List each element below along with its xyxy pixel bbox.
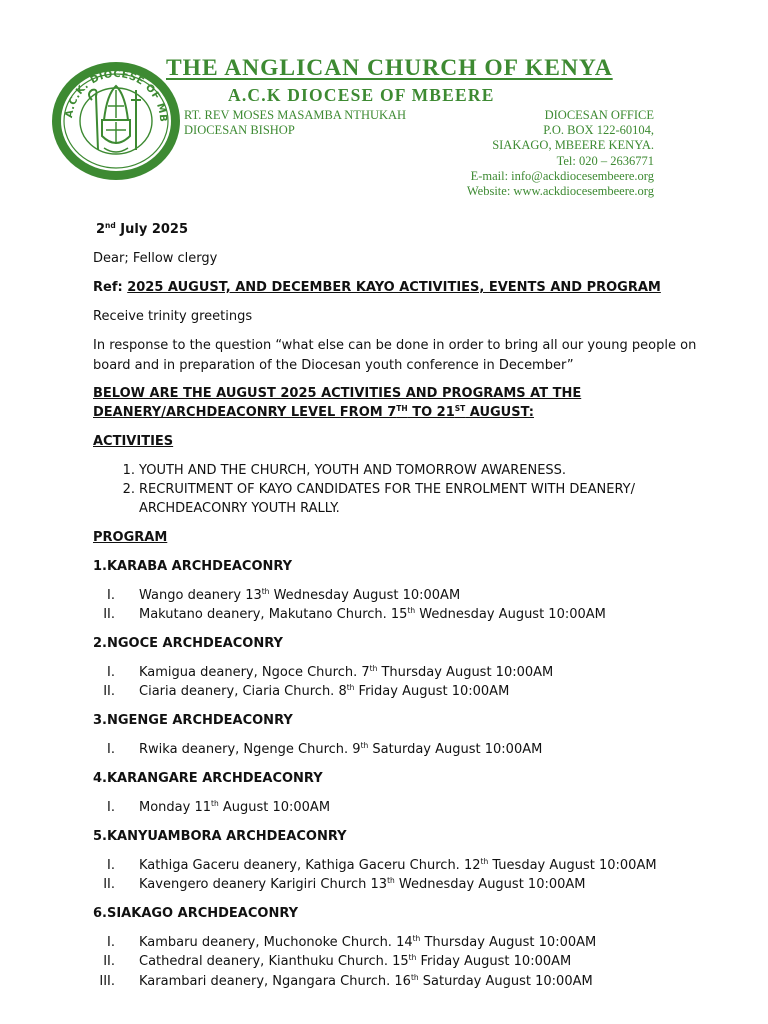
reference-line — [93, 280, 661, 295]
program-item — [93, 953, 572, 969]
heading-sup-1: TH — [396, 404, 408, 413]
item-time: Wednesday August 10:00AM — [415, 607, 606, 622]
archdeaconry-heading: 4.KARANGARE ARCHDEACONRY — [93, 771, 323, 786]
office-name: DIOCESAN OFFICE — [544, 108, 654, 122]
program-item — [93, 606, 606, 622]
item-numeral: II. — [103, 954, 115, 969]
activity-text-line-2: ARCHDEACONRY YOUTH RALLY. — [139, 501, 340, 516]
heading-part-c: AUGUST: — [465, 405, 534, 420]
program-item — [93, 876, 586, 892]
item-sup: th — [408, 953, 417, 962]
svg-text:A.C.K. DIOCESE OF MBEERE: A.C.K. DIOCESE OF MB — [63, 68, 169, 123]
activity-item — [93, 463, 567, 478]
program-item — [93, 934, 597, 950]
item-sup: th — [261, 587, 270, 596]
item-sup: th — [480, 857, 489, 866]
item-sup: th — [346, 683, 355, 692]
greeting: Receive trinity greetings — [93, 309, 253, 324]
item-time: Saturday August 10:00AM — [368, 742, 543, 757]
office-address-block — [467, 108, 654, 199]
activity-number: 1. — [122, 463, 135, 478]
program-item — [93, 683, 510, 699]
item-time: Wednesday August 10:00AM — [269, 588, 461, 603]
date-sup: nd — [105, 221, 116, 230]
activities-heading: ACTIVITIES — [93, 434, 174, 449]
item-time: Saturday August 10:00AM — [418, 974, 593, 989]
office-tel: Tel: 020 – 2636771 — [556, 153, 654, 168]
item-time: Friday August 10:00AM — [416, 954, 572, 969]
item-numeral: I. — [107, 588, 115, 603]
item-time: Thursday August 10:00AM — [377, 665, 554, 680]
archdeaconry-heading: 5.KANYUAMBORA ARCHDEACONRY — [93, 829, 347, 844]
office-website: Website: www.ackdiocesembeere.org — [466, 184, 654, 199]
item-text: Kambaru deanery, Muchonoke Church. 14 — [139, 935, 413, 950]
august-heading-line-2 — [93, 405, 534, 420]
intro-line-2: board and in preparation of the Diocesan youth conference in December” — [93, 358, 574, 373]
item-numeral: II. — [103, 607, 115, 622]
item-text: Makutano deanery, Makutano Church. 15 — [139, 607, 408, 622]
ref-label: Ref: — [93, 280, 128, 295]
heading-part-a: DEANERY/ARCHDEACONRY LEVEL FROM 7 — [93, 405, 397, 420]
item-sup: th — [211, 799, 219, 808]
heading-sup-2: ST — [454, 404, 466, 413]
office-box: P.O. BOX 122-60104, — [543, 123, 654, 138]
item-sup: th — [412, 934, 421, 943]
program-item — [93, 857, 657, 873]
item-text: Kavengero deanery Karigiri Church 13 — [139, 877, 388, 892]
archdeaconry-heading: 2.NGOCE ARCHDEACONRY — [93, 636, 283, 651]
activity-item-continued — [93, 501, 340, 516]
activity-item — [93, 482, 635, 497]
item-time: Friday August 10:00AM — [354, 684, 510, 699]
letter-date — [96, 222, 188, 237]
office-email: E-mail: info@ackdiocesembeere.org — [470, 168, 654, 183]
item-numeral: I. — [107, 858, 115, 873]
intro-line-1: In response to the question “what else can be done in order to bring all our young people on — [93, 338, 697, 353]
date-rest: July 2025 — [115, 222, 189, 237]
item-sup: th — [407, 606, 416, 615]
activity-number: 2. — [122, 482, 135, 497]
item-text: Rwika deanery, Ngenge Church. 9 — [139, 742, 361, 757]
item-time: August 10:00AM — [218, 800, 331, 815]
item-text: Ciaria deanery, Ciaria Church. 8 — [139, 684, 347, 699]
church-title: THE ANGLICAN CHURCH OF KENYA — [166, 55, 613, 81]
date-day: 2 — [96, 222, 106, 237]
archdeaconry-heading: 3.NGENGE ARCHDEACONRY — [93, 713, 293, 728]
item-text: Monday 11 — [139, 800, 211, 815]
item-numeral: III. — [99, 974, 115, 989]
diocese-subtitle: A.C.K DIOCESE OF MBEERE — [228, 85, 495, 105]
activity-text: YOUTH AND THE CHURCH, YOUTH AND TOMORROW AWARENESS. — [139, 463, 567, 478]
item-sup: th — [410, 973, 419, 982]
item-numeral: I. — [107, 935, 115, 950]
seal-emblem-icon — [50, 60, 182, 182]
salutation: Dear; Fellow clergy — [93, 251, 218, 266]
item-time: Wednesday August 10:00AM — [394, 877, 586, 892]
bishop-name: RT. REV MOSES MASAMBA NTHUKAH — [184, 108, 407, 122]
program-item — [93, 587, 461, 603]
item-sup: th — [387, 876, 395, 885]
item-text: Karambari deanery, Ngangara Church. 16 — [139, 974, 411, 989]
program-item — [93, 664, 554, 680]
program-heading: PROGRAM — [93, 530, 168, 545]
august-heading-line-1: BELOW ARE THE AUGUST 2025 ACTIVITIES AND PROGRAMS AT THE — [93, 386, 582, 401]
item-time: Tuesday August 10:00AM — [488, 858, 657, 873]
program-item — [93, 741, 543, 757]
ref-text: 2025 AUGUST, AND DECEMBER KAYO ACTIVITIES, EVENTS AND PROGRAM — [127, 280, 661, 295]
item-time: Thursday August 10:00AM — [420, 935, 597, 950]
program-item — [93, 973, 593, 989]
item-text: Wango deanery 13 — [139, 588, 262, 603]
item-numeral: I. — [107, 665, 115, 680]
activity-text: RECRUITMENT OF KAYO CANDIDATES FOR THE ENROLMENT WITH DEANERY/ — [139, 482, 635, 497]
item-text: Kathiga Gaceru deanery, Kathiga Gaceru Church. 12 — [139, 858, 481, 873]
diocese-seal — [50, 60, 182, 182]
program-item — [93, 799, 331, 815]
bishop-title: DIOCESAN BISHOP — [184, 123, 295, 137]
archdeaconry-heading: 1.KARABA ARCHDEACONRY — [93, 559, 293, 574]
bishop-block — [184, 108, 406, 138]
item-text: Cathedral deanery, Kianthuku Church. 15 — [139, 954, 409, 969]
archdeaconry-heading: 6.SIAKAGO ARCHDEACONRY — [93, 906, 299, 921]
office-town: SIAKAGO, MBEERE KENYA. — [492, 138, 654, 153]
item-numeral: II. — [103, 684, 115, 699]
item-numeral: II. — [103, 877, 115, 892]
item-numeral: I. — [107, 800, 115, 815]
item-sup: th — [360, 741, 369, 750]
item-numeral: I. — [107, 742, 115, 757]
heading-part-b: TO 21 — [407, 405, 455, 420]
item-text: Kamigua deanery, Ngoce Church. 7 — [139, 665, 370, 680]
item-sup: th — [369, 664, 378, 673]
